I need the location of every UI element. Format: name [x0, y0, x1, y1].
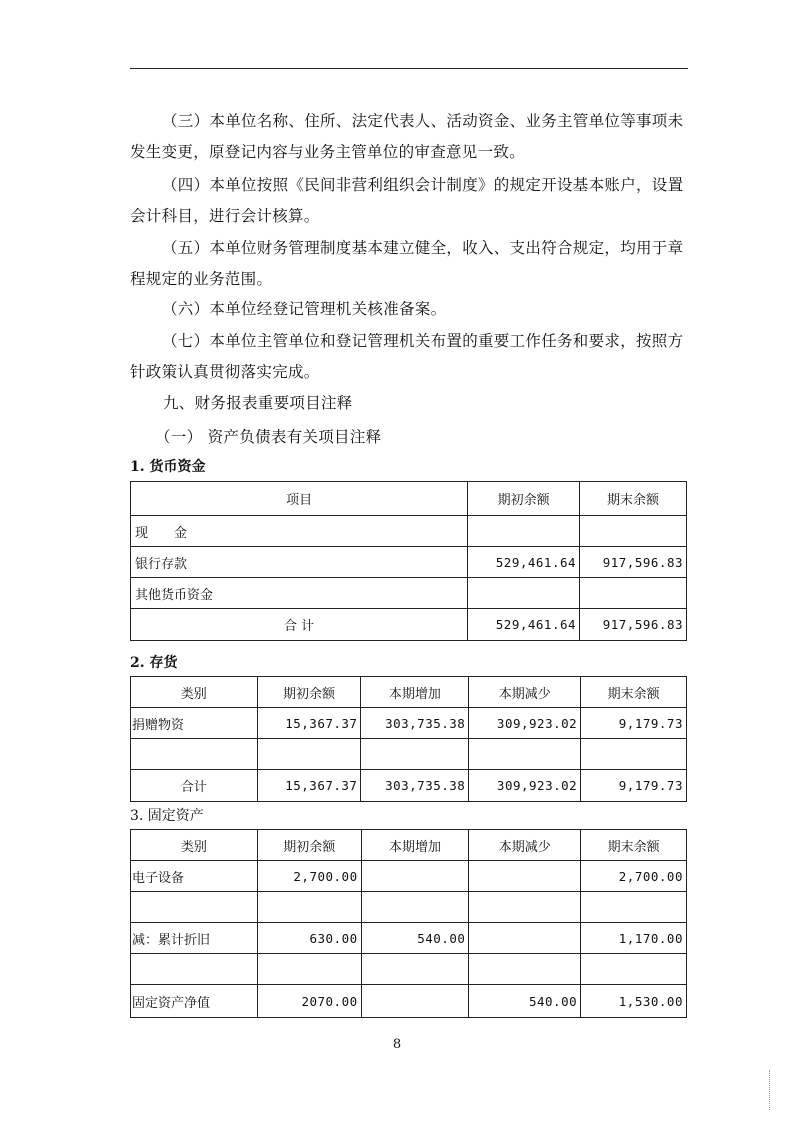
table-cell	[468, 578, 580, 609]
table-row	[131, 923, 687, 954]
table-cell	[581, 892, 687, 923]
column-header: 期初余额	[468, 482, 580, 516]
table-cell: 固定资产净值	[131, 985, 258, 1018]
table1-label: 1. 货币资金	[130, 459, 206, 475]
table-cell: 捐赠物资	[131, 708, 258, 739]
table-cell: 电子设备	[131, 861, 258, 892]
inventory-table	[130, 676, 687, 802]
table-cell: 540.00	[361, 923, 469, 954]
table-cell: 303,735.38	[361, 770, 469, 802]
paragraph-line: （五）本单位财务管理制度基本建立健全，收入、支出符合规定，均用于章	[162, 239, 684, 257]
paragraph-line: （三）本单位名称、住所、法定代表人、活动资金、业务主管单位等事项未	[162, 112, 684, 130]
paragraph-line: （四）本单位按照《民间非营利组织会计制度》的规定开设基本账户，设置	[162, 176, 684, 194]
table-cell	[257, 954, 361, 985]
table-cell	[257, 739, 361, 770]
table-total-row	[131, 770, 687, 802]
table-cell: 309,923.02	[469, 770, 581, 802]
table-cell: 银行存款	[131, 547, 468, 578]
table-cell	[131, 739, 258, 770]
paragraph-line: 会计科目，进行会计核算。	[130, 207, 320, 225]
table-cell: 15,367.37	[257, 708, 361, 739]
column-header: 项目	[131, 482, 468, 516]
paragraph-6	[130, 294, 690, 325]
table-cell: 现 金	[131, 516, 468, 547]
paragraph-line: （七）本单位主管单位和登记管理机关布置的重要工作任务和要求，按照方	[162, 332, 684, 350]
table-cell: 917,596.83	[580, 547, 687, 578]
column-header: 期末余额	[581, 677, 687, 708]
column-header: 类别	[131, 830, 258, 861]
column-header: 本期减少	[469, 677, 581, 708]
table-header-row	[131, 482, 687, 516]
table-row	[131, 985, 687, 1018]
table-cell: 2,700.00	[257, 861, 361, 892]
header-rule	[130, 68, 688, 69]
section-heading: 九、财务报表重要项目注释	[163, 394, 353, 412]
table-cell: 其他货币资金	[131, 578, 468, 609]
column-header: 期末余额	[580, 482, 687, 516]
table-header-row	[131, 677, 687, 708]
table-cell	[469, 739, 581, 770]
column-header: 期初余额	[257, 677, 361, 708]
table-cell	[469, 892, 581, 923]
table-cell: 529,461.64	[468, 609, 580, 641]
paragraph-line: （六）本单位经登记管理机关核准备案。	[162, 300, 447, 318]
table-cell: 309,923.02	[469, 708, 581, 739]
table-cell: 540.00	[469, 985, 581, 1018]
paragraph-line: 针政策认真贯彻落实完成。	[130, 363, 320, 381]
column-header: 本期增加	[361, 677, 469, 708]
column-header: 期末余额	[581, 830, 687, 861]
table-cell	[580, 516, 687, 547]
table-row	[131, 547, 687, 578]
table-cell	[257, 892, 361, 923]
paragraph-line: 程规定的业务范围。	[130, 270, 273, 288]
table-cell: 529,461.64	[468, 547, 580, 578]
table-header-row	[131, 830, 687, 861]
table-row	[131, 516, 687, 547]
table3-label: 3. 固定资产	[130, 808, 204, 824]
table-cell: 303,735.38	[361, 708, 469, 739]
table-cell: 2070.00	[257, 985, 361, 1018]
table-cell: 15,367.37	[257, 770, 361, 802]
table-cell: 合 计	[131, 609, 468, 641]
table-cell: 2,700.00	[581, 861, 687, 892]
table-cell	[361, 985, 469, 1018]
table-cell	[361, 739, 469, 770]
table-cell	[580, 578, 687, 609]
table-cell	[469, 861, 581, 892]
table-cell	[361, 861, 469, 892]
sub-heading: （一） 资产负债表有关项目注释	[155, 428, 382, 446]
scan-edge-mark	[769, 1070, 770, 1110]
paragraph-line: 发生变更，原登记内容与业务主管单位的审查意见一致。	[130, 143, 526, 161]
paragraph-3	[130, 106, 690, 168]
table-cell: 合计	[131, 770, 258, 802]
table-cell	[361, 954, 469, 985]
table-row	[131, 739, 687, 770]
table-cell: 9,179.73	[581, 770, 687, 802]
table-cell: 9,179.73	[581, 708, 687, 739]
table-cell	[581, 954, 687, 985]
table-row	[131, 708, 687, 739]
column-header: 期初余额	[257, 830, 361, 861]
table-cell	[468, 516, 580, 547]
table-total-row	[131, 609, 687, 641]
cash-table	[130, 481, 687, 641]
table-cell: 1,170.00	[581, 923, 687, 954]
table-cell	[361, 892, 469, 923]
table-row	[131, 892, 687, 923]
table-row	[131, 954, 687, 985]
table-row	[131, 861, 687, 892]
column-header: 本期增加	[361, 830, 469, 861]
paragraph-4	[130, 170, 690, 232]
column-header: 类别	[131, 677, 258, 708]
table-cell	[469, 954, 581, 985]
table-cell: 630.00	[257, 923, 361, 954]
page-number: 8	[392, 1037, 402, 1052]
table-cell	[469, 923, 581, 954]
table-cell	[131, 954, 258, 985]
fixed-assets-table	[130, 829, 687, 1018]
column-header: 本期减少	[469, 830, 581, 861]
table-cell: 917,596.83	[580, 609, 687, 641]
table-cell	[581, 739, 687, 770]
table2-label: 2. 存货	[130, 655, 178, 671]
table-cell: 1,530.00	[581, 985, 687, 1018]
table-cell	[131, 892, 258, 923]
paragraph-5	[130, 233, 690, 295]
paragraph-7	[130, 326, 690, 388]
table-row	[131, 578, 687, 609]
table-cell: 减：累计折旧	[131, 923, 258, 954]
